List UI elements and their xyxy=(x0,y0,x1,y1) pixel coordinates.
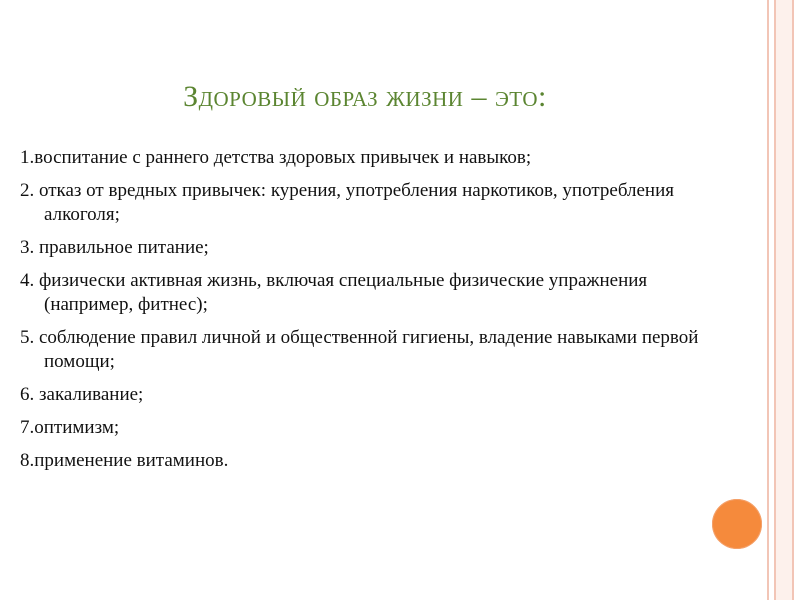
frame-band xyxy=(776,0,792,600)
list-item: 4. физически активная жизнь, включая специальные физические упражнения (например, фитнес); xyxy=(20,270,648,315)
list-item: 2. отказ от вредных привычек: курения, употребления наркотиков, употребления алкоголя; xyxy=(20,180,674,225)
list-item: 8.применение витаминов. xyxy=(20,450,229,471)
list-item: 3. правильное питание; xyxy=(20,237,209,258)
list-item: 7.оптимизм; xyxy=(20,417,120,438)
slide-title: Здоровый образ жизни – это: xyxy=(183,80,547,113)
list-item: 1.воспитание с раннего детства здоровых привычек и навыков; xyxy=(20,147,532,168)
accent-circle-icon xyxy=(712,499,762,549)
list-item: 6. закаливание; xyxy=(20,384,144,405)
frame-line xyxy=(792,0,794,600)
list-item: 5. соблюдение правил личной и общественной гигиены, владение навыками первой помощи; xyxy=(20,327,699,372)
content-list xyxy=(20,146,700,482)
frame-line xyxy=(767,0,769,600)
frame-line xyxy=(774,0,776,600)
